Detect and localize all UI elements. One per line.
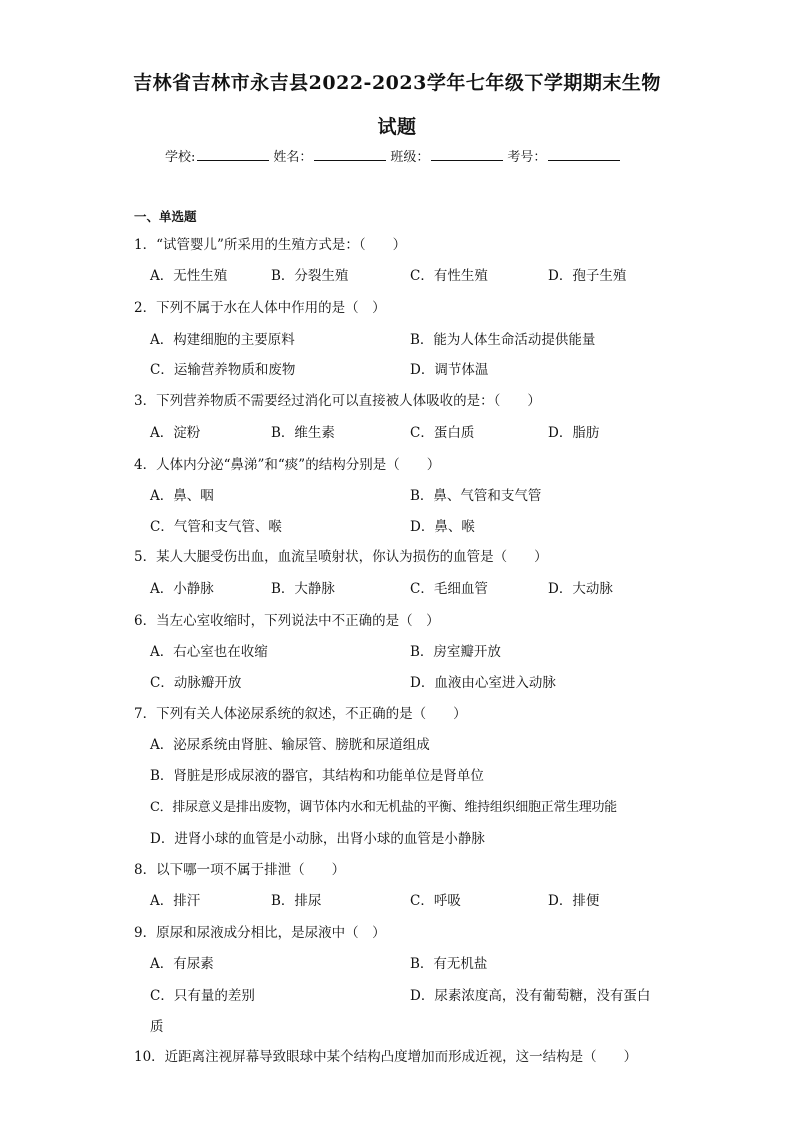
question-6-option-c: C．动脉瓣开放 xyxy=(150,675,242,691)
question-10-stem: 10．近距离注视屏幕导致眼球中某个结构凸度增加而形成近视，这一结构是（ ） xyxy=(134,1049,638,1065)
question-7-option-d: D．进肾小球的血管是小动脉，出肾小球的血管是小静脉 xyxy=(150,831,485,847)
question-1-option-b: B．分裂生殖 xyxy=(271,268,349,284)
class-blank[interactable] xyxy=(431,147,503,161)
question-4-option-a: A．鼻、咽 xyxy=(150,488,214,504)
question-6-option-b: B．房室瓣开放 xyxy=(410,644,501,660)
name-blank[interactable] xyxy=(314,147,386,161)
question-2-option-d: D．调节体温 xyxy=(410,362,489,378)
question-3-option-c: C．蛋白质 xyxy=(410,425,475,441)
page-title-line2: 试题 xyxy=(377,116,417,138)
question-6-option-a: A．右心室也在收缩 xyxy=(150,644,268,660)
exam-number-label: 考号： xyxy=(507,150,547,165)
question-8-stem: 8．以下哪一项不属于排泄（ ） xyxy=(134,862,346,878)
question-3-option-a: A．淀粉 xyxy=(150,425,201,441)
question-8-option-b: B．排尿 xyxy=(271,893,322,909)
question-4-option-b: B．鼻、气管和支气管 xyxy=(410,488,542,504)
section-title: 一、单选题 xyxy=(134,209,197,224)
question-2-stem: 2．下列不属于水在人体中作用的是（ ） xyxy=(134,300,386,316)
question-5-option-a: A．小静脉 xyxy=(150,581,214,597)
question-4-option-c: C．气管和支气管、喉 xyxy=(150,519,282,535)
question-7-option-c: C．排尿意义是排出废物，调节体内水和无机盐的平衡、维持组织细胞正常生理功能 xyxy=(150,800,617,815)
question-9-option-a: A．有尿素 xyxy=(150,956,214,972)
question-1-stem: 1．“试管婴儿”所采用的生殖方式是：（ ） xyxy=(134,237,407,253)
question-4-stem: 4．人体内分泌“鼻涕”和“痰”的结构分别是（ ） xyxy=(134,457,441,473)
question-9-option-b: B．有无机盐 xyxy=(410,956,488,972)
question-5-option-b: B．大静脉 xyxy=(271,581,335,597)
class-label: 班级： xyxy=(390,150,430,165)
school-label: 学校: xyxy=(165,150,196,165)
page-title: 吉林省吉林市永吉县2022-2023学年七年级下学期期末生物 xyxy=(133,72,661,94)
question-7-option-b: B．肾脏是形成尿液的器官，其结构和功能单位是肾单位 xyxy=(150,768,484,784)
question-9-option-d-continued: 质 xyxy=(150,1019,164,1035)
question-5-option-d: D．大动脉 xyxy=(548,581,613,597)
exam-number-blank[interactable] xyxy=(548,147,620,161)
question-9-option-c: C．只有量的差别 xyxy=(150,988,255,1004)
question-1-option-a: A．无性生殖 xyxy=(150,268,228,284)
question-8-option-a: A．排汗 xyxy=(150,893,201,909)
question-2-option-b: B．能为人体生命活动提供能量 xyxy=(410,332,596,348)
question-3-option-b: B．维生素 xyxy=(271,425,335,441)
question-7-option-a: A．泌尿系统由肾脏、输尿管、膀胱和尿道组成 xyxy=(150,737,430,753)
question-6-option-d: D．血液由心室进入动脉 xyxy=(410,675,556,691)
question-5-stem: 5．某人大腿受伤出血，血流呈喷射状，你认为损伤的血管是（ ） xyxy=(134,549,548,565)
question-8-option-c: C．呼吸 xyxy=(410,893,461,909)
question-4-option-d: D．鼻、喉 xyxy=(410,519,475,535)
question-8-option-d: D．排便 xyxy=(548,893,600,909)
question-7-stem: 7．下列有关人体泌尿系统的叙述，不正确的是（ ） xyxy=(134,706,467,722)
question-5-option-c: C．毛细血管 xyxy=(410,581,488,597)
question-1-option-d: D．孢子生殖 xyxy=(548,268,627,284)
question-2-option-a: A．构建细胞的主要原料 xyxy=(150,332,295,348)
question-3-option-d: D．脂肪 xyxy=(548,425,600,441)
question-3-stem: 3．下列营养物质不需要经过消化可以直接被人体吸收的是：（ ） xyxy=(134,393,541,409)
question-1-option-c: C．有性生殖 xyxy=(410,268,488,284)
question-2-option-c: C．运输营养物质和废物 xyxy=(150,362,296,378)
question-9-stem: 9．原尿和尿液成分相比，是尿液中（ ） xyxy=(134,925,386,941)
school-blank[interactable] xyxy=(197,147,269,161)
question-6-stem: 6．当左心室收缩时，下列说法中不正确的是（ ） xyxy=(134,613,440,629)
question-9-option-d: D．尿素浓度高，没有葡萄糖，没有蛋白 xyxy=(410,988,651,1004)
student-info-row xyxy=(165,146,624,165)
name-label: 姓名： xyxy=(273,150,313,165)
